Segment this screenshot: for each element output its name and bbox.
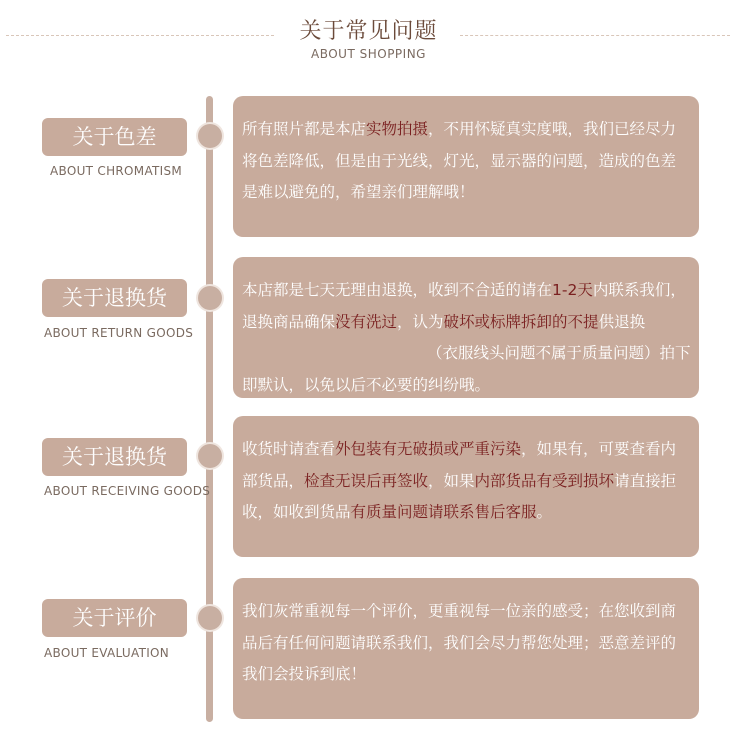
timeline-dot [198,606,222,630]
card-text: ，如果 [428,471,475,490]
card-text: ，如果有，可要查看内部货品， [242,440,677,490]
card-text: ，认为 [397,312,444,331]
section-title-receiving: 关于退换货 [42,438,187,476]
section-subtitle-evaluation: ABOUT EVALUATION [44,646,170,660]
timeline-dot [198,286,222,310]
info-card-evaluation [233,578,699,719]
section-title-evaluation: 关于评价 [42,599,187,637]
timeline-dot [198,444,222,468]
info-card-return [233,257,699,398]
card-highlight: 检查无误后再签收 [304,471,429,490]
card-highlight: 实物拍摄 [366,120,429,138]
page-title: 关于常见问题 [299,19,438,44]
card-text: 本店都是七天无理由退换，收到不合适的请在 [242,281,553,299]
card-text: ，不用怀疑真实度哦，我们已经尽力将色差降低，但是由于光线，灯光，显示器的问题，造成的色差是难以避免的，希望亲们理解哦！ [242,120,677,201]
card-highlight: 破坏或标牌拆卸的不提 [443,312,599,331]
card-text: 供退换 [598,312,646,331]
section-subtitle-receiving: ABOUT RECEIVING GOODS [44,484,211,498]
card-highlight: 有质量问题请联系售后客服 [350,503,537,521]
page-header [0,0,737,70]
card-highlight: 1-2天 [552,281,593,299]
section-subtitle-chromatism: ABOUT CHROMATISM [50,164,183,178]
card-text: 我们灰常重视每一个评价，更重视每一位亲的感受；在您收到商品后有任何问题请联系我们，我们会尽力帮您处理；恶意差评的我们会投诉到底！ [242,602,677,683]
card-text: 内联系我们，退换商品确保 [242,281,686,331]
card-text: 。 [536,503,553,521]
card-text: （衣服线头问题不属于质量问题）拍下即默认，以免以后不必要的纠纷哦。 [242,344,691,394]
card-highlight: 没有洗过 [335,312,398,331]
section-title-return: 关于退换货 [42,279,187,317]
page-subtitle: ABOUT SHOPPING [311,47,426,61]
section-title-chromatism: 关于色差 [42,118,187,156]
card-text: 收货时请查看 [242,440,336,458]
card-text: 所有照片都是本店 [242,120,367,138]
card-highlight: 外包装有无破损或严重污染 [335,440,522,458]
section-subtitle-return: ABOUT RETURN GOODS [44,326,194,340]
card-highlight: 内部货品有受到损坏 [474,471,615,490]
card-text: 请直接拒收，如收到货品 [242,471,677,521]
header-divider-right [460,35,730,36]
info-card-receiving [233,416,699,557]
timeline-dot [198,124,222,148]
info-card-chromatism [233,96,699,237]
